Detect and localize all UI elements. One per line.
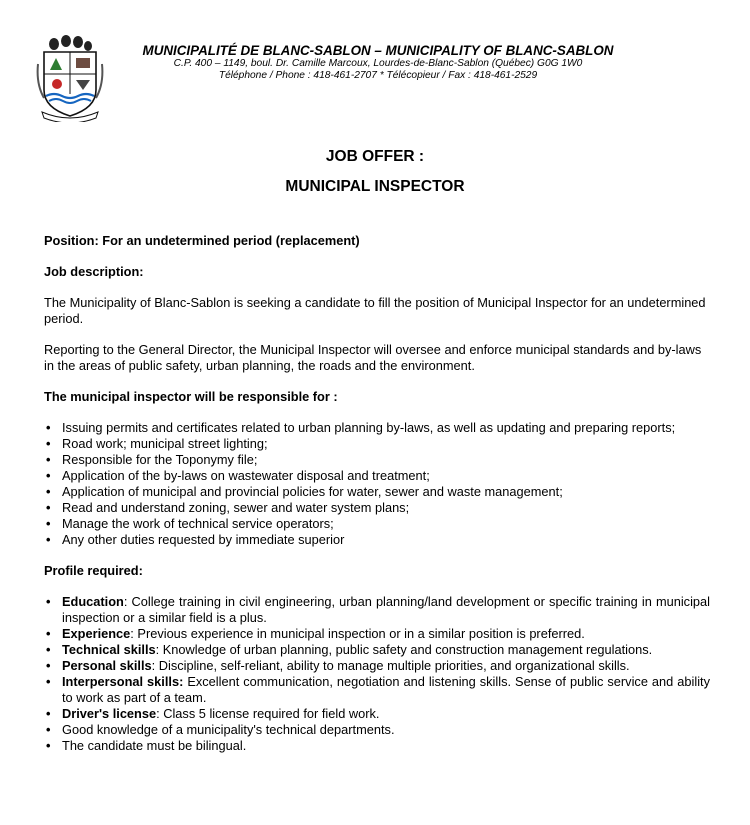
bullet-icon: • <box>46 516 51 531</box>
list-item: • Experience: Previous experience in municipal inspection or in a similar position is preferred. <box>46 626 585 641</box>
list-item: • Application of the by-laws on wastewater disposal and treatment; <box>46 468 430 483</box>
job-description-paragraph: Reporting to the General Director, the Municipal Inspector will oversee and enforce municipal standards and by-laws in the areas of public safety, urban planning, the roads and the environment. <box>44 342 702 373</box>
responsibilities-heading: The municipal inspector will be responsible for : <box>44 389 338 404</box>
job-description-paragraph: The Municipality of Blanc-Sablon is seeking a candidate to fill the position of Municipal Inspector for an undetermined period. <box>44 295 706 326</box>
list-item: • Any other duties requested by immediate superior <box>46 532 345 547</box>
list-item: • Driver's license: Class 5 license required for field work. <box>46 706 380 721</box>
bullet-icon: • <box>46 420 51 435</box>
bullet-icon: • <box>46 658 51 673</box>
bullet-icon: • <box>46 594 51 609</box>
list-item: • Road work; municipal street lighting; <box>46 436 268 451</box>
list-item: • Personal skills: Discipline, self-reliant, ability to manage multiple priorities, and organizational skills. <box>46 658 630 673</box>
bullet-icon: • <box>46 722 51 737</box>
bullet-icon: • <box>46 738 51 753</box>
bullet-icon: • <box>46 500 51 515</box>
list-item: • Issuing permits and certificates related to urban planning by-laws, as well as updating and preparing reports; <box>46 420 676 435</box>
list-item: • Technical skills: Knowledge of urban planning, public safety and construction management regulations. <box>46 642 653 657</box>
list-item: • Responsible for the Toponymy file; <box>46 452 258 467</box>
municipal-crest-icon <box>36 34 104 122</box>
letterhead <box>108 43 648 82</box>
offer-title: JOB OFFER : <box>325 148 425 165</box>
bullet-icon: • <box>46 436 51 451</box>
bullet-icon: • <box>46 674 51 689</box>
bullet-icon: • <box>46 532 51 547</box>
bullet-icon: • <box>46 642 51 657</box>
job-description-heading: Job description: <box>44 264 144 279</box>
bullet-icon: • <box>46 626 51 641</box>
list-item: • Application of municipal and provincial policies for water, sewer and waste management; <box>46 484 563 499</box>
list-item: • Read and understand zoning, sewer and water system plans; <box>46 500 410 515</box>
list-item: • Good knowledge of a municipality's technical departments. <box>46 722 395 737</box>
bullet-icon: • <box>46 706 51 721</box>
bullet-icon: • <box>46 484 51 499</box>
bullet-icon: • <box>46 468 51 483</box>
list-item: • Education: College training in civil engineering, urban planning/land development or specific training in municipal inspection or a similar field is a plus. <box>46 594 710 625</box>
municipality-phone-fax: Téléphone / Phone : 418-461-2707 * Télécopieur / Fax : 418-461-2529 <box>218 70 538 81</box>
list-item: • The candidate must be bilingual. <box>46 738 247 753</box>
offer-subtitle: MUNICIPAL INSPECTOR <box>285 178 465 195</box>
document-body <box>44 233 710 754</box>
profile-heading: Profile required: <box>44 563 143 578</box>
bullet-icon: • <box>46 452 51 467</box>
position-line: Position: For an undetermined period (replacement) <box>44 233 360 248</box>
list-item: • Manage the work of technical service operators; <box>46 516 334 531</box>
municipality-address: C.P. 400 – 1149, boul. Dr. Camille Marcoux, Lourdes-de-Blanc-Sablon (Québec) G0G 1W0 <box>173 58 583 69</box>
responsibilities-list <box>44 420 710 548</box>
municipality-name: MUNICIPALITÉ DE BLANC-SABLON – MUNICIPALITY OF BLANC-SABLON <box>142 43 614 58</box>
profile-list <box>44 594 710 754</box>
list-item: • Interpersonal skills: Excellent communication, negotiation and listening skills. Sense of public service and ability to work as part of a team. <box>46 674 710 705</box>
